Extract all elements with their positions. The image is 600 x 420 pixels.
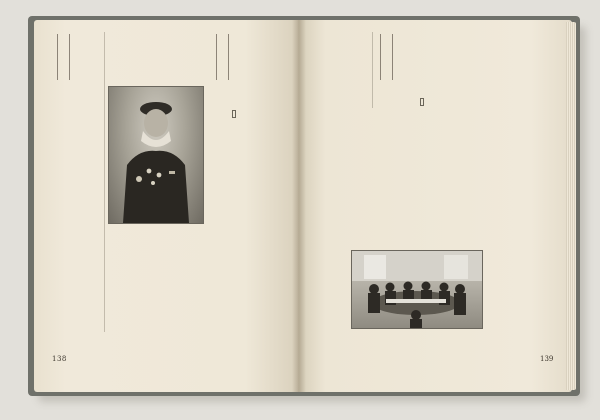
- text-column: [440, 113, 544, 139]
- page-number: 138: [52, 355, 67, 363]
- margin-note: [67, 34, 70, 80]
- text-column: [52, 306, 282, 313]
- margin-note: [378, 34, 381, 80]
- text-column: [52, 232, 282, 239]
- text-column: [52, 86, 106, 133]
- text-column: [440, 192, 544, 218]
- conference-scene-icon: [352, 251, 482, 328]
- right-margin-notes: [378, 34, 393, 80]
- text-column: [52, 259, 282, 266]
- text-column: [334, 129, 436, 146]
- section-heading: [420, 98, 424, 106]
- left-running-footer: [52, 355, 75, 363]
- text-column: [52, 327, 282, 334]
- text-column: [52, 273, 282, 280]
- admiral-portrait-photo: [108, 86, 204, 224]
- text-column: [334, 228, 436, 245]
- text-column: [440, 165, 544, 191]
- text-column: [52, 252, 282, 259]
- text-column: [206, 170, 286, 198]
- left-margin-notes-2: [214, 34, 229, 80]
- text-column: [486, 290, 544, 310]
- text-column: [334, 195, 436, 212]
- text-column: [52, 179, 106, 226]
- text-column: [440, 218, 544, 244]
- text-column: [334, 211, 436, 228]
- text-column: [486, 250, 544, 270]
- text-column: [318, 250, 348, 290]
- text-column: [52, 239, 282, 246]
- left-margin-notes: [55, 34, 70, 80]
- page-number: 139: [540, 355, 554, 363]
- text-column: [206, 142, 286, 170]
- text-column: [334, 162, 436, 179]
- text-column: [334, 178, 436, 195]
- left-body-text: [52, 232, 282, 340]
- text-column: [52, 133, 106, 180]
- portrait-figure-icon: [109, 87, 203, 223]
- text-column: [440, 34, 544, 60]
- margin-note: [390, 34, 393, 80]
- right-lower-text-2: [318, 250, 348, 330]
- margin-note: [226, 34, 229, 80]
- page-edges: [566, 22, 576, 390]
- right-mid-text: [334, 112, 436, 244]
- text-column: [486, 310, 544, 330]
- text-column: [206, 198, 286, 226]
- book-gutter: [292, 20, 306, 392]
- left-upper-text: [206, 86, 286, 226]
- text-column: [52, 266, 282, 273]
- right-upper-text: [440, 34, 544, 244]
- margin-note: [55, 34, 58, 80]
- margin-note: [214, 34, 217, 80]
- text-column: [52, 279, 282, 286]
- right-lower-text: [486, 250, 544, 330]
- text-column: [440, 87, 544, 113]
- text-column: [52, 313, 282, 320]
- text-column: [52, 333, 282, 340]
- text-column: [440, 60, 544, 86]
- text-column: [440, 139, 544, 165]
- left-upper-text-2: [52, 86, 106, 226]
- text-column: [52, 246, 282, 253]
- text-column: [206, 114, 286, 142]
- conference-photo: [351, 250, 483, 329]
- text-column: [52, 293, 282, 300]
- text-column: [318, 290, 348, 330]
- text-column: [206, 86, 286, 114]
- text-column: [52, 320, 282, 327]
- text-column: [334, 145, 436, 162]
- text-column: [52, 286, 282, 293]
- text-column: [334, 112, 436, 129]
- text-column: [52, 300, 282, 307]
- column-rule: [372, 32, 373, 108]
- text-column: [486, 270, 544, 290]
